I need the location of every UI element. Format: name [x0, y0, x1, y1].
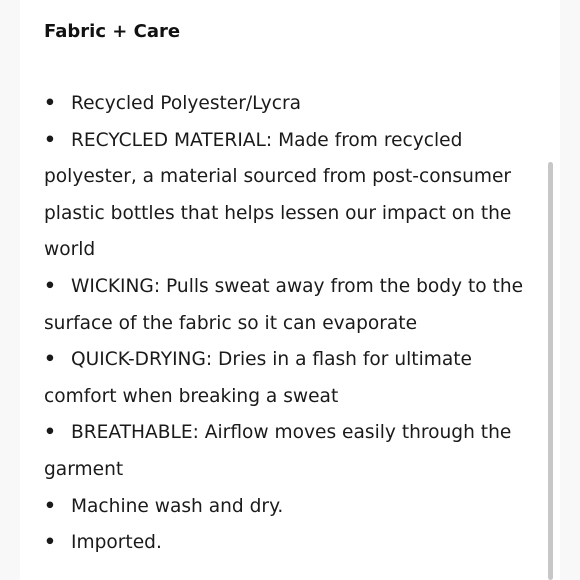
- list-item: [44, 123, 534, 269]
- section-title: Fabric + Care: [44, 21, 181, 42]
- list-item-text: RECYCLED MATERIAL: Made from recycled polyester, a material sourced from post-consumer plastic bottles that helps lessen our impact on the world: [44, 129, 512, 261]
- list-item: [44, 489, 534, 526]
- right-background-strip: [560, 0, 580, 580]
- list-item: [44, 415, 534, 488]
- list-item-text: QUICK-DRYING: Dries in a flash for ultimate comfort when breaking a sweat: [44, 349, 472, 407]
- list-item-text: Imported.: [71, 532, 162, 554]
- bullet-icon: •: [44, 275, 56, 297]
- list-item-text: Recycled Polyester/Lycra: [71, 93, 302, 114]
- list-item: [44, 86, 534, 123]
- bullet-icon: •: [44, 129, 56, 151]
- list-item-text: WICKING: Pulls sweat away from the body to the surface of the fabric so it can evaporate: [44, 275, 524, 334]
- list-item: [44, 342, 534, 415]
- list-item-text: Machine wash and dry.: [71, 495, 284, 517]
- left-background-strip: [0, 0, 20, 580]
- bullet-icon: •: [44, 422, 56, 444]
- bullet-icon: •: [44, 93, 56, 114]
- scrollbar-thumb[interactable]: [548, 162, 553, 580]
- scrollbar[interactable]: [548, 162, 553, 580]
- bullet-icon: •: [44, 532, 56, 554]
- list-item-text: BREATHABLE: Airflow moves easily through the garment: [44, 422, 512, 480]
- list-item: [44, 269, 534, 342]
- bullet-icon: •: [44, 349, 56, 371]
- fabric-care-list: [44, 86, 534, 562]
- list-item: [44, 525, 534, 562]
- bullet-icon: •: [44, 495, 56, 517]
